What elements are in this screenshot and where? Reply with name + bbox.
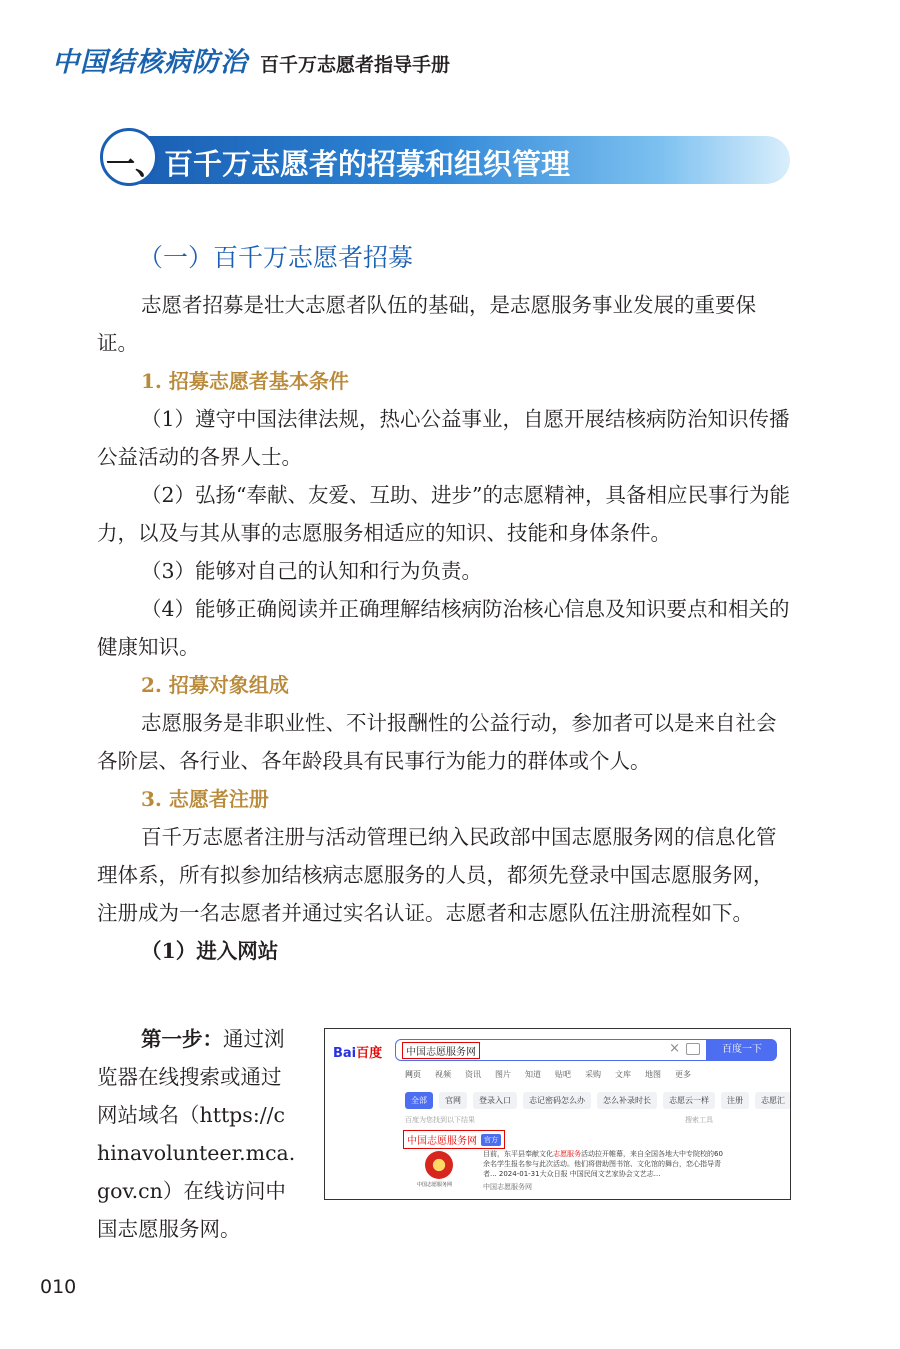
- emblem-caption: 中国志愿服务网: [417, 1182, 453, 1188]
- subheading-3: 3. 志愿者注册: [141, 787, 269, 811]
- body-text: [97, 286, 791, 970]
- search-chips: [405, 1092, 791, 1109]
- step-label: 第一步：: [141, 1027, 223, 1051]
- condition-4: （4）能够正确阅读并正确理解结核病防治核心信息及知识要点和相关的健康知识。: [97, 597, 790, 659]
- condition-3: （3）能够对自己的认知和行为负责。: [141, 559, 483, 583]
- tab-item: 文库: [615, 1070, 631, 1079]
- result-snippet: 目前，东平县奉献文化志愿服务活动拉开帷幕，来自全国各地大中专院校的60余名学生报名参与此次活动。他们将借助图书馆、文化馆的舞台，恋心指导青者... 2024-01-31大众日报 中国民间文艺家协会文艺志...: [483, 1150, 723, 1178]
- step-description: 通过浏览器在线搜索或通过网站域名（https://chinavolunteer.mca.gov.cn）在线访问中国志愿服务网。: [97, 1027, 296, 1241]
- result-hint: 百度为您找到以下结果: [405, 1116, 475, 1124]
- running-header: [52, 40, 450, 79]
- tab-item: 更多: [675, 1070, 691, 1079]
- tab-item: 图片: [495, 1070, 511, 1079]
- handbook-title: 百千万志愿者指导手册: [260, 54, 451, 76]
- search-query: 中国志愿服务网: [402, 1042, 480, 1059]
- tab-item: 贴吧: [555, 1070, 571, 1079]
- chapter-banner: [100, 134, 790, 186]
- condition-2: （2）弘扬“奉献、友爱、互助、进步”的志愿精神，具备相应民事行为能力，以及与其从事的志愿服务相适应的知识、技能和身体条件。: [97, 483, 791, 545]
- page-number: 010: [40, 1276, 77, 1298]
- tab-item: 资讯: [465, 1070, 481, 1079]
- search-tools: 搜索工具: [685, 1116, 713, 1124]
- search-tabs: [405, 1069, 691, 1080]
- search-button: 百度一下: [707, 1039, 777, 1061]
- chapter-title: [106, 142, 570, 183]
- chip-item: 志愿云一样: [663, 1092, 715, 1109]
- brand-logo-text: 中国结核病防治: [52, 47, 248, 78]
- chapter-number: 一、: [106, 147, 165, 181]
- subheading-2: 2. 招募对象组成: [141, 673, 289, 697]
- chip-item: 官网: [439, 1092, 467, 1109]
- chip-item: 登录入口: [473, 1092, 517, 1109]
- official-badge: 官方: [481, 1134, 501, 1146]
- result-title: 中国志愿服务网 官方: [403, 1130, 505, 1149]
- step-heading: （1）进入网站: [141, 939, 279, 963]
- paragraph-intro: 志愿者招募是壮大志愿者队伍的基础，是志愿服务事业发展的重要保证。: [97, 293, 756, 355]
- chip-item: 怎么补录时长: [597, 1092, 657, 1109]
- step-one-text: [97, 1020, 297, 1248]
- volunteer-emblem-icon: [425, 1151, 453, 1179]
- paragraph-composition: 志愿服务是非职业性、不计报酬性的公益行动，参加者可以是来自社会各阶层、各行业、各年龄段具有民事行为能力的群体或个人。: [97, 711, 777, 773]
- paragraph-registration: 百千万志愿者注册与活动管理已纳入民政部中国志愿服务网的信息化管理体系，所有拟参加结核病志愿服务的人员，都须先登录中国志愿服务网，注册成为一名志愿者并通过实名认证。志愿者和志愿队伍注册流程如下。: [97, 825, 777, 925]
- search-input: [395, 1039, 707, 1061]
- baidu-logo: Bai百度: [333, 1046, 383, 1061]
- baidu-search-screenshot: [324, 1028, 791, 1200]
- result-source: 中国志愿服务网: [483, 1183, 532, 1191]
- chip-item: 注册: [721, 1092, 749, 1109]
- chip-item: 全部: [405, 1092, 433, 1109]
- tab-item: 视频: [435, 1070, 451, 1079]
- subheading-1: 1. 招募志愿者基本条件: [141, 369, 349, 393]
- chapter-title-text: 百千万志愿者的招募和组织管理: [164, 147, 571, 181]
- tab-item: 采购: [585, 1070, 601, 1079]
- camera-icon: [686, 1043, 700, 1055]
- condition-1: （1）遵守中国法律法规，热心公益事业，自愿开展结核病防治知识传播公益活动的各界人士。: [97, 407, 790, 469]
- chip-item: 志愿汇: [755, 1092, 791, 1109]
- tab-item: 网页: [405, 1070, 421, 1079]
- close-icon: ×: [669, 1041, 680, 1056]
- section-heading: （一）百千万志愿者招募: [138, 243, 414, 272]
- tab-item: 地图: [645, 1070, 661, 1079]
- tab-item: 知道: [525, 1070, 541, 1079]
- chip-item: 志记密码怎么办: [523, 1092, 591, 1109]
